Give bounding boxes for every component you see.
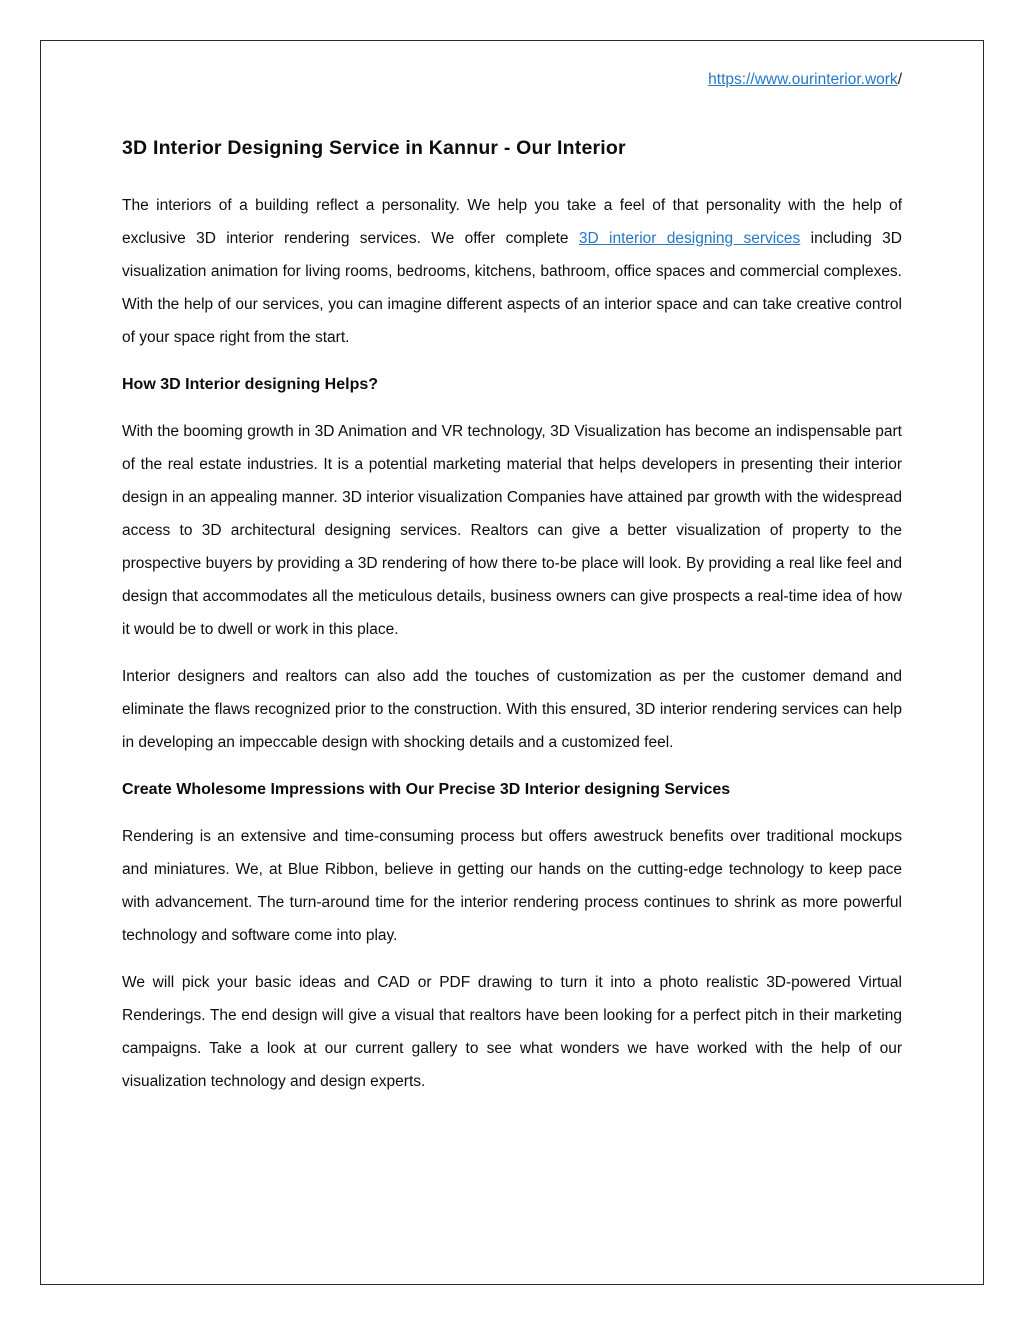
intro-text-before-link: The interiors of a building reflect a personality. We help you take a feel of that personality with the help of exclusive 3D interior rendering services. We offer complete xyxy=(122,197,902,247)
intro-text-after-link: including 3D visualization animation for living rooms, bedrooms, kitchens, bathroom, office spaces and commercial complexes. With the help of our services, you can imagine different aspects of an interior space and can take creative control of your space right from the start. xyxy=(122,230,902,346)
header-url-link[interactable]: https://www.ourinterior.work xyxy=(708,71,898,88)
header-url xyxy=(122,65,902,95)
section2-paragraph-2: We will pick your basic ideas and CAD or PDF drawing to turn it into a photo realistic 3D-powered Virtual Renderings. The end design will give a visual that realtors have been looking for a perfect pitch in their marketing campaigns. Take a look at our current gallery to see what wonders we have worked with the help of our visualization technology and design experts. xyxy=(122,974,902,1090)
section1-paragraph-2: Interior designers and realtors can also add the touches of customization as per the customer demand and eliminate the flaws recognized prior to the construction. With this ensured, 3D interior rendering services can help in developing an impeccable design with shocking details and a customized feel. xyxy=(122,668,902,751)
page-title: 3D Interior Designing Service in Kannur - Our Interior xyxy=(122,137,626,159)
section2-paragraph-1: Rendering is an extensive and time-consuming process but offers awestruck benefits over traditional mockups and miniatures. We, at Blue Ribbon, believe in getting our hands on the cutting-edge technology to keep pace with advancement. The turn-around time for the interior rendering process continues to shrink as more powerful technology and software come into play. xyxy=(122,828,902,944)
document-page xyxy=(40,40,984,1285)
section-heading-create-wholesome-impressions: Create Wholesome Impressions with Our Precise 3D Interior designing Services xyxy=(122,781,731,798)
section-heading-how-3d-helps: How 3D Interior designing Helps? xyxy=(122,376,379,393)
intro-paragraph xyxy=(122,189,902,354)
inline-link-3d-interior-designing-services[interactable]: 3D interior designing services xyxy=(578,230,801,247)
header-url-suffix: / xyxy=(897,71,902,88)
section1-paragraph-1: With the booming growth in 3D Animation and VR technology, 3D Visualization has become an indispensable part of the real estate industries. It is a potential marketing material that helps developers in presenting their interior design in an appealing manner. 3D interior visualization Companies have attained par growth with the widespread access to 3D architectural designing services. Realtors can give a better visualization of property to the prospective buyers by providing a 3D rendering of how there to-be place will look. By providing a real like feel and design that accommodates all the meticulous details, business owners can give prospects a real-time idea of how it would be to dwell or work in this place. xyxy=(122,423,902,638)
